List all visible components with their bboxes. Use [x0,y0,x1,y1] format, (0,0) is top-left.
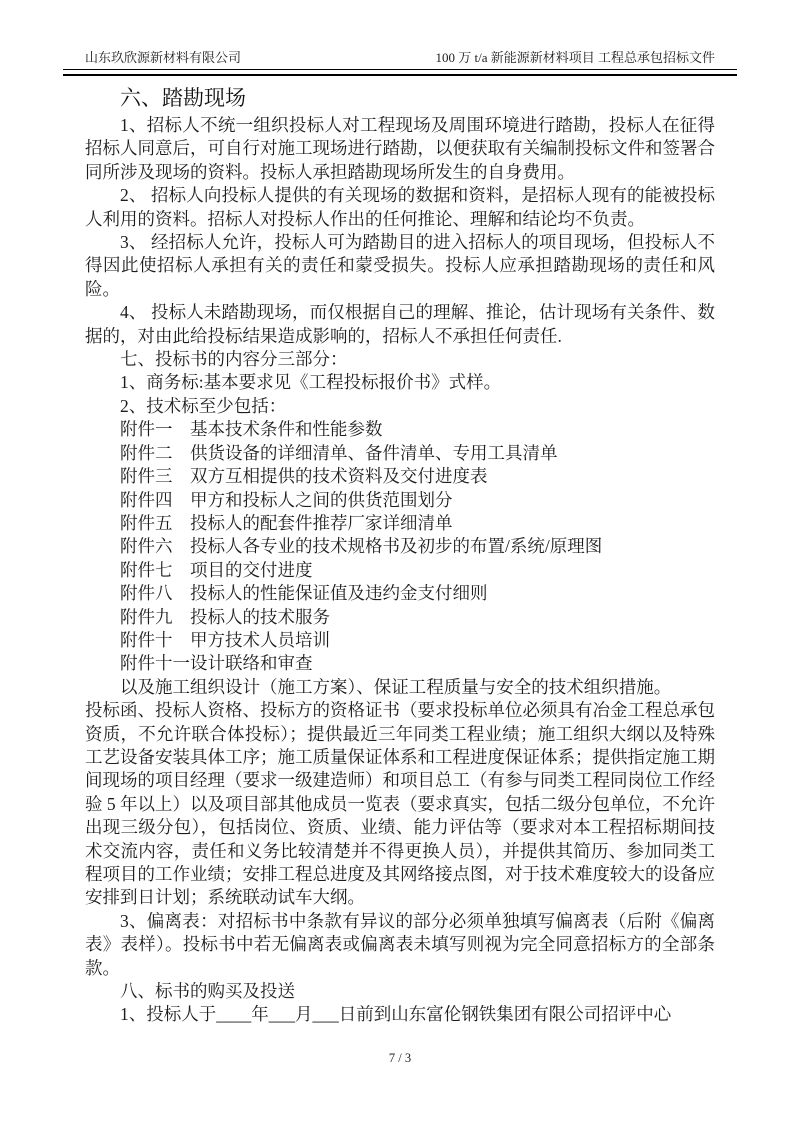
paragraph-construction-design: 以及施工组织设计（施工方案）、保证工程质量与安全的技术组织措施。 [120,676,672,697]
header-project-title: 100 万 t/a 新能源新材料项目 工程总承包招标文件 [435,50,715,65]
section-heading: 六、踏勘现场 [120,86,246,110]
paragraph-commercial-bid: 1、商务标:基本要求见《工程投标报价书》式样。 [120,372,502,393]
paragraph-3: 3、 经招标人允许，投标人可为踏勘目的进入招标人的项目现场，但投标人不得因此使招标人承担有关的责任和蒙受损失。投标人应承担踏勘现场的责任和风险。 [85,232,715,299]
header-rule-thick [63,74,737,76]
page-number: 7 / 3 [388,1051,412,1065]
attachment-item-10: 附件十 甲方技术人员培训 [120,629,330,650]
header-rule-thin [63,69,737,70]
attachment-item-7: 附件七 项目的交付进度 [120,559,313,580]
attachment-item-8: 附件八 投标人的性能保证值及违约金支付细则 [120,583,488,604]
paragraph-4: 4、 投标人未踏勘现场，而仅根据自己的理解、推论，估计现场有关条件、数据的，对由此给投标结果造成影响的，招标人不承担任何责任. [85,302,715,346]
header-company-name: 山东玖欣源新材料有限公司 [85,50,242,65]
attachment-item-9: 附件九 投标人的技术服务 [120,606,330,627]
attachment-item-6: 附件六 投标人各专业的技术规格书及初步的布置/系统/原理图 [120,536,603,557]
page-header [85,50,715,66]
document-body [85,85,715,1027]
paragraph-deviation-table: 3、偏离表：对招标书中条款有异议的部分必须单独填写偏离表（后附《偏离表》表样）。投标书中若无偏离表或偏离表未填写则视为完全同意招标方的全部条款。 [85,910,715,978]
section-eight-heading: 八、标书的购买及投送 [120,981,295,1002]
attachment-item-2: 附件二 供货设备的详细清单、备件清单、专用工具清单 [120,442,558,463]
attachment-item-1: 附件一 基本技术条件和性能参数 [120,419,383,440]
paragraph-technical-bid: 2、技术标至少包括： [120,395,287,416]
paragraph-1: 1、招标人不统一组织投标人对工程现场及周围环境进行踏勘，投标人在征得招标人同意后，可自行对施工现场进行踏勘，以便获取有关编制投标文件和签署合同所涉及现场的资料。投标人承担踏勘现场所发生的自身费用。 [85,115,715,182]
page-footer [0,1051,800,1066]
attachment-item-4: 附件四 甲方和投标人之间的供货范围划分 [120,489,453,510]
paragraph-bid-submission: 1、投标人于____年___月___日前到山东富伦钢铁集团有限公司招评中心 [120,1004,672,1025]
attachment-item-3: 附件三 双方互相提供的技术资料及交付进度表 [120,466,488,487]
attachment-item-11: 附件十一设计联络和审查 [120,653,313,674]
paragraph-2: 2、 招标人向投标人提供的有关现场的数据和资料，是招标人现有的能被投标人利用的资料。招标人对投标人作出的任何推论、理解和结论均不负责。 [85,185,715,229]
attachment-item-5: 附件五 投标人的配套件推荐厂家详细清单 [120,512,453,533]
section-seven-heading: 七、投标书的内容分三部分： [120,349,348,370]
paragraph-qualification-requirements: 投标函、投标人资格、投标方的资格证书（要求投标单位必须具有冶金工程总承包资质，不允许联合体投标）；提供最近三年同类工程业绩；施工组织大纲以及特殊工艺设备安装具体工序；施工质量保证体系和工程进度保证体系；提供指定施工期间现场的项目经理（要求一级建造师）和项目总工（有参与同类工程同岗位工作经验 5 年以上）以及项目部其他成员一览表（要求真实，包括二级分包单位，不允许出现三级分包），包括岗位、资质、业绩、能力评估等（要求对本工程招标期间技术交流内容，责任和义务比较清楚并不得更换人员），并提供其简历、参加同类工程项目的工作业绩；安排工程总进度及其网络接点图，对于技术难度较大的设备应安排到日计划；系统联动试车大纲。 [85,700,715,908]
